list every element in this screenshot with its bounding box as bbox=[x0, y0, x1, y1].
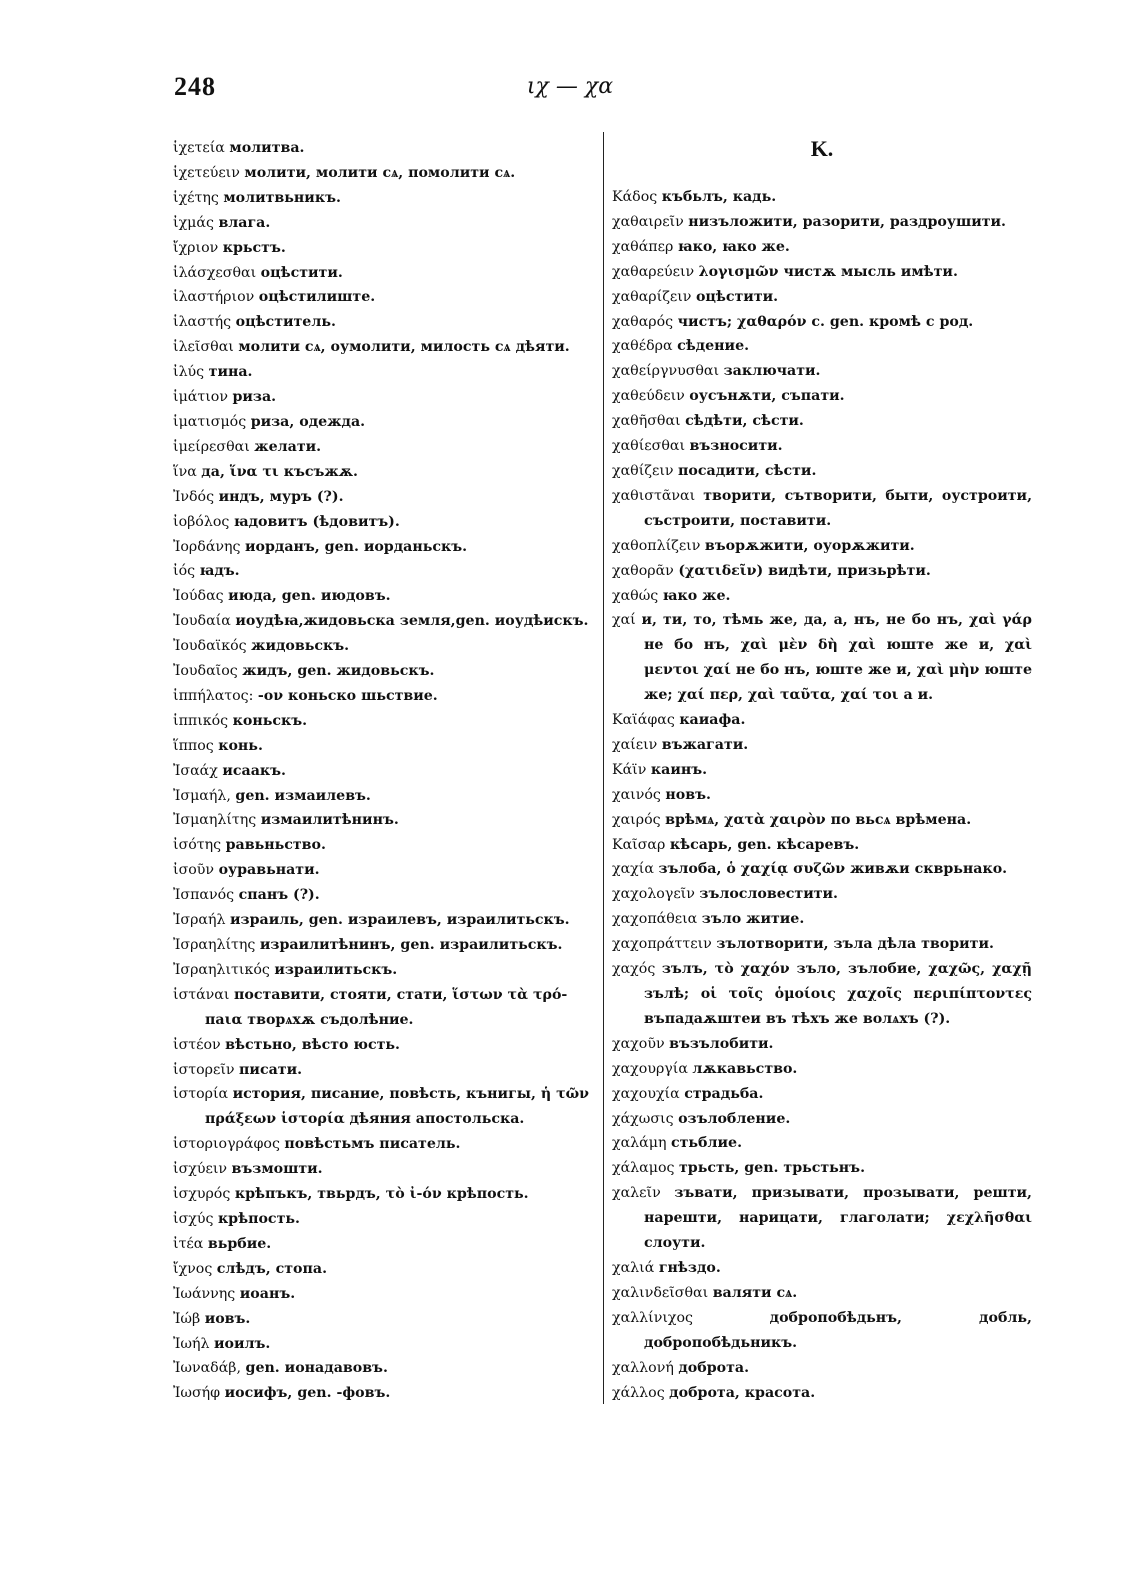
entry-gloss: равьньство. bbox=[225, 837, 326, 854]
entry-headword: χαθοπλίζειν bbox=[612, 537, 701, 554]
entry-gloss: повѣстьмъ писатель. bbox=[284, 1136, 461, 1153]
entry-headword: ἱχετεία bbox=[173, 140, 225, 156]
entry-gloss: писати. bbox=[239, 1061, 303, 1078]
right-column bbox=[612, 136, 1032, 1405]
entry-gloss: паια творѧхѫ съдолѣние. bbox=[205, 1011, 414, 1028]
entry-gloss: слѣдъ, стопа. bbox=[216, 1260, 328, 1277]
dictionary-entry bbox=[612, 833, 1032, 858]
entry-gloss: въорѫжити, оуорѫжити. bbox=[704, 537, 915, 554]
entry-headword: ἰοβόλος bbox=[173, 513, 230, 530]
dictionary-entry bbox=[612, 907, 1032, 932]
entry-gloss: израилитьскъ. bbox=[274, 961, 398, 978]
entry-gloss: влага. bbox=[218, 214, 271, 231]
entry-headword: χαχοπάθεια bbox=[612, 911, 698, 928]
entry-headword: ἰσοῦν bbox=[173, 862, 215, 879]
entry-gloss: коньскъ. bbox=[232, 712, 308, 729]
entry-gloss: иоудѣꙗ,жидовьска земля,gen. иоудѣискъ. bbox=[235, 613, 589, 630]
dictionary-entry bbox=[612, 808, 1032, 833]
entry-headword: χαθώς bbox=[612, 587, 659, 604]
entry-gloss: да, ἵνα τι късъжѫ. bbox=[201, 463, 358, 480]
entry-headword: χαινός bbox=[612, 786, 661, 803]
entry-gloss: измаилитѣнинъ. bbox=[260, 812, 399, 829]
entry-gloss: крьстъ. bbox=[222, 239, 286, 256]
dictionary-entry bbox=[173, 858, 597, 883]
dictionary-entry bbox=[173, 759, 597, 784]
dictionary-entry bbox=[612, 210, 1032, 235]
dictionary-entry bbox=[612, 733, 1032, 758]
entry-gloss: история, писание, повѣсть, кънигы, ἡ τῶν bbox=[232, 1086, 590, 1103]
dictionary-entry bbox=[173, 1381, 597, 1406]
dictionary-entry bbox=[173, 709, 597, 734]
dictionary-entry bbox=[173, 958, 597, 983]
entry-headword: χαχοπράττειν bbox=[612, 936, 712, 953]
dictionary-entry bbox=[612, 1032, 1032, 1057]
dictionary-entry bbox=[612, 1381, 1032, 1406]
entry-gloss: молити сѧ, оумолити, милость сѧ дѣяти. bbox=[238, 339, 570, 356]
entry-gloss: възносити. bbox=[689, 438, 783, 455]
entry-gloss: и, ти, то, тѣмь же, да, а, нъ, не бо нъ, χαὶ γάρ не бо нъ, χαὶ μὲν δὴ χαὶ юште же и, χαὶ μεντοι χαί не бо нъ, юште же и, χαὶ μὴν юште же; χαί περ, χαὶ ταῦτα, χαί τοι а и. bbox=[641, 612, 1032, 704]
dictionary-entry bbox=[173, 684, 597, 709]
entry-headword: Ἰνδός bbox=[173, 488, 215, 505]
entry-gloss: ꙗдъ. bbox=[199, 563, 240, 580]
dictionary-entry bbox=[612, 235, 1032, 260]
entry-gloss: къбьлъ, кадь. bbox=[661, 189, 777, 205]
entry-headword: Κάϊν bbox=[612, 761, 647, 778]
entry-gloss: чистъ; χαθαρόν c. gen. кромѣ с род. bbox=[677, 313, 974, 330]
dictionary-entry bbox=[173, 1356, 597, 1381]
dictionary-entry bbox=[173, 808, 597, 833]
entry-gloss: израилитѣнинъ, gen. израилитьскъ. bbox=[259, 937, 563, 953]
entry-gloss: страдьба. bbox=[684, 1085, 764, 1102]
entry-headword: Ἰσραηλίτης bbox=[173, 937, 256, 953]
dictionary-entry bbox=[173, 1257, 597, 1282]
entry-gloss: молити, молити сѧ, помолити сѧ. bbox=[244, 164, 516, 181]
entry-gloss: сѣдение. bbox=[677, 338, 750, 355]
dictionary-entry bbox=[173, 1033, 597, 1058]
dictionary-entry bbox=[173, 584, 597, 609]
entry-headword: ἱππήλατος: bbox=[173, 687, 254, 704]
column-divider bbox=[603, 132, 604, 1404]
page-number: 248 bbox=[174, 72, 216, 101]
entry-gloss: вѣстьно, вѣсто юсть. bbox=[225, 1036, 400, 1053]
entry-gloss: стьблие. bbox=[671, 1135, 743, 1152]
entry-headword: ἱλαστής bbox=[173, 314, 232, 331]
entry-headword: ἰσχύειν bbox=[173, 1161, 228, 1178]
entry-gloss: крѣпъкъ, твьрдъ, τὸ ἰ-όν крѣпость. bbox=[234, 1186, 529, 1203]
entry-gloss: валяти сѧ. bbox=[712, 1284, 798, 1301]
entry-headword: ἰστέον bbox=[173, 1036, 221, 1053]
entry-headword: χαχουργία bbox=[612, 1060, 688, 1077]
dictionary-entry bbox=[612, 584, 1032, 609]
dictionary-entry bbox=[173, 1207, 597, 1232]
entry-headword: χαί bbox=[612, 612, 636, 629]
entry-headword: ἱστάναι bbox=[173, 986, 230, 1003]
entry-headword: χαθῆσθαι bbox=[612, 413, 681, 430]
entry-gloss: доброта. bbox=[678, 1359, 750, 1376]
entry-headword: Ἰωναδάβ, bbox=[173, 1360, 242, 1377]
entry-headword: ἰχμάς bbox=[173, 214, 214, 231]
entry-headword: Ἰωσήφ bbox=[173, 1385, 221, 1402]
entry-headword: χαθαρός bbox=[612, 313, 674, 330]
entry-headword: χαθάπερ bbox=[612, 238, 674, 255]
entry-gloss: июда, gen. июдовъ. bbox=[228, 588, 391, 605]
entry-headword: Καϊάφας bbox=[612, 712, 675, 729]
right-entries bbox=[612, 185, 1032, 1405]
entry-headword: ἰός bbox=[173, 563, 196, 580]
dictionary-entry bbox=[612, 384, 1032, 409]
dictionary-entry bbox=[612, 260, 1032, 285]
entry-headword: χαλλονή bbox=[612, 1359, 674, 1376]
entry-gloss: желати. bbox=[254, 438, 322, 455]
entry-gloss: зълъ, τὸ χαχόν зъло, зълобие, χαχῶς, χαχῇ зълѣ; οἱ τοῖς ὁμοίοις χαχοῖς περιπίπτοντες въпадаѫштеи въ тѣхъ же волѧхъ (?). bbox=[644, 961, 1032, 1027]
entry-headword: χαχολογεῖν bbox=[612, 886, 695, 903]
entry-headword: χάλλος bbox=[612, 1384, 665, 1401]
entry-gloss: въжагати. bbox=[661, 736, 749, 753]
dictionary-entry bbox=[612, 409, 1032, 434]
entry-headword: ἰτέα bbox=[173, 1235, 204, 1252]
entry-headword: χαλλίνιχος bbox=[612, 1309, 693, 1326]
entry-headword: Ἰσραήλ bbox=[173, 912, 226, 929]
entry-headword: χαθιστᾶναι bbox=[612, 487, 696, 504]
entry-gloss: конь. bbox=[218, 737, 263, 754]
dictionary-entry bbox=[173, 659, 597, 684]
entry-gloss: (χατιδεῖν) видѣти, призьрѣти. bbox=[678, 562, 931, 579]
entry-gloss: вьрбие. bbox=[207, 1235, 272, 1252]
entry-headword: Ἰουδαϊκός bbox=[173, 638, 247, 655]
dictionary-entry bbox=[173, 335, 597, 360]
entry-gloss: зъвати, призывати, прозывати, решти, нарешти, нарицати, глаголати; χεχλῆσθαι слоути. bbox=[644, 1185, 1032, 1252]
entry-headword: Καῖσαρ bbox=[612, 836, 666, 853]
entry-headword: χαχουχία bbox=[612, 1085, 680, 1102]
entry-headword: χαθίζειν bbox=[612, 462, 674, 479]
entry-headword: Ἰουδαία bbox=[173, 613, 231, 630]
dictionary-entry bbox=[612, 310, 1032, 335]
dictionary-entry bbox=[173, 310, 597, 335]
entry-headword: χαλάμη bbox=[612, 1135, 667, 1152]
entry-gloss: иоанъ. bbox=[239, 1285, 296, 1302]
dictionary-entry bbox=[173, 784, 597, 809]
entry-headword: Ἰορδάνης bbox=[173, 538, 241, 555]
dictionary-entry bbox=[612, 1156, 1032, 1181]
entry-gloss: каинъ. bbox=[650, 761, 708, 778]
entry-gloss: иосифъ, gen. -фовъ. bbox=[224, 1385, 391, 1402]
entry-headword: ἰσότης bbox=[173, 837, 222, 854]
entry-headword: ἰλύς bbox=[173, 364, 205, 381]
entry-gloss: иовъ. bbox=[204, 1310, 251, 1327]
entry-headword: ἱχέτης bbox=[173, 189, 219, 206]
entry-headword: χαιρός bbox=[612, 811, 661, 828]
dictionary-entry bbox=[612, 434, 1032, 459]
dictionary-entry bbox=[173, 1132, 597, 1157]
entry-gloss: исаакъ. bbox=[222, 762, 286, 779]
dictionary-entry bbox=[173, 360, 597, 385]
entry-headword: ἴχνος bbox=[173, 1260, 213, 1277]
entry-gloss: зълословестити. bbox=[699, 886, 838, 903]
dictionary-entry bbox=[173, 1058, 597, 1083]
entry-gloss: врѣмѧ, χατὰ χαιρὸν по вьсѧ врѣмена. bbox=[665, 811, 972, 828]
entry-gloss: оцѣстилиште. bbox=[258, 289, 376, 306]
entry-gloss: низъложити, разорити, раздроушити. bbox=[688, 213, 1006, 230]
entry-headword: ἵνα bbox=[173, 463, 197, 480]
entry-headword: Ἰωάννης bbox=[173, 1285, 236, 1302]
dictionary-entry bbox=[173, 883, 597, 908]
entry-headword: ἱστοριογράφος bbox=[173, 1136, 280, 1153]
dictionary-entry bbox=[173, 1307, 597, 1332]
dictionary-entry bbox=[173, 211, 597, 236]
dictionary-entry bbox=[173, 1232, 597, 1257]
entry-gloss: гнѣздо. bbox=[658, 1259, 721, 1276]
running-head: ιχ — χα bbox=[526, 74, 614, 99]
entry-gloss: каиафа. bbox=[679, 712, 746, 729]
entry-headword: ἱχετεύειν bbox=[173, 164, 240, 181]
dictionary-entry bbox=[173, 485, 597, 510]
entry-gloss: индъ, муръ (?). bbox=[218, 488, 344, 505]
dictionary-entry bbox=[612, 708, 1032, 733]
dictionary-entry bbox=[173, 559, 597, 584]
entry-gloss: ꙗко, ꙗко же. bbox=[677, 238, 790, 255]
dictionary-entry bbox=[612, 1057, 1032, 1082]
entry-gloss: заключати. bbox=[723, 363, 821, 380]
entry-gloss: ꙗдовитъ (ѣдовитъ). bbox=[233, 513, 400, 530]
dictionary-entry bbox=[173, 833, 597, 858]
entry-gloss: оуравьнати. bbox=[218, 862, 320, 879]
entry-gloss: gen. ионадавовъ. bbox=[245, 1360, 388, 1377]
dictionary-entry bbox=[173, 435, 597, 460]
entry-headword: Ἰωήλ bbox=[173, 1335, 210, 1352]
dictionary-entry bbox=[612, 1131, 1032, 1156]
dictionary-entry bbox=[173, 1082, 597, 1107]
dictionary-entry bbox=[612, 1082, 1032, 1107]
entry-headword: ἱλεῖσθαι bbox=[173, 339, 234, 356]
entry-gloss: крѣпость. bbox=[217, 1210, 300, 1227]
dictionary-entry bbox=[173, 385, 597, 410]
dictionary-entry bbox=[173, 261, 597, 286]
dictionary-entry bbox=[173, 1157, 597, 1182]
dictionary-entry bbox=[612, 957, 1032, 1032]
entry-headword: χαλιά bbox=[612, 1259, 655, 1276]
entry-headword: Κάδος bbox=[612, 189, 658, 205]
entry-headword: χαθίεσθαι bbox=[612, 438, 686, 455]
entry-headword: χαλινδεῖσθαι bbox=[612, 1284, 709, 1301]
entry-gloss: израиль, gen. израилевъ, израилитьскъ. bbox=[230, 912, 570, 929]
entry-gloss: доброта, красота. bbox=[669, 1384, 816, 1401]
entry-headword: ἱστορία bbox=[173, 1086, 229, 1103]
entry-headword: χαίειν bbox=[612, 736, 658, 753]
entry-headword: χαθείργνυσθαι bbox=[612, 363, 720, 380]
dictionary-entry bbox=[612, 1256, 1032, 1281]
dictionary-entry bbox=[173, 285, 597, 310]
entry-headword: ἱππικός bbox=[173, 712, 229, 729]
dictionary-entry bbox=[612, 882, 1032, 907]
dictionary-entry bbox=[173, 136, 597, 161]
entry-headword: ἵππος bbox=[173, 737, 214, 754]
entry-gloss: зъло житие. bbox=[701, 911, 805, 928]
dictionary-entry bbox=[173, 734, 597, 759]
entry-gloss: възмошти. bbox=[231, 1161, 323, 1178]
dictionary-entry bbox=[612, 783, 1032, 808]
entry-gloss: спанъ (?). bbox=[238, 887, 320, 904]
entry-headword: Ἰσμαήλ, bbox=[173, 787, 231, 804]
dictionary-entry bbox=[612, 285, 1032, 310]
entry-headword: χαθεύδειν bbox=[612, 388, 685, 405]
entry-headword: ἱμείρεσθαι bbox=[173, 438, 250, 455]
entry-gloss: добропобѣдьнъ, добль, добропобѣдьникъ. bbox=[644, 1309, 1032, 1351]
entry-headword: Ἰσμαηλίτης bbox=[173, 812, 257, 829]
entry-gloss: риза. bbox=[232, 389, 277, 406]
dictionary-entry bbox=[612, 1356, 1032, 1381]
entry-headword: Ἰουδαῖος bbox=[173, 663, 238, 680]
dictionary-entry bbox=[173, 236, 597, 261]
entry-gloss: посадити, сѣсти. bbox=[678, 462, 817, 479]
dictionary-entry bbox=[173, 1008, 597, 1033]
entry-headword: Ἰσπανός bbox=[173, 887, 235, 904]
entry-headword: χαλεῖν bbox=[612, 1185, 661, 1202]
entry-headword: χάχωσις bbox=[612, 1110, 674, 1127]
entry-headword: ἱμάτιον bbox=[173, 389, 228, 406]
entry-gloss: оцѣстити. bbox=[260, 264, 343, 281]
dictionary-entry bbox=[612, 359, 1032, 384]
entry-gloss: кѣсарь, gen. кѣсаревъ. bbox=[669, 836, 860, 853]
dictionary-entry bbox=[173, 161, 597, 186]
entry-gloss: иоилъ. bbox=[213, 1335, 271, 1352]
section-letter: K. bbox=[810, 136, 834, 161]
entry-gloss: молитвьникъ. bbox=[223, 189, 341, 206]
dictionary-entry bbox=[173, 1332, 597, 1357]
dictionary-entry bbox=[612, 758, 1032, 783]
dictionary-entry bbox=[612, 459, 1032, 484]
entry-gloss: тина. bbox=[208, 364, 253, 381]
dictionary-entry bbox=[173, 186, 597, 211]
entry-headword: χαθαρίζειν bbox=[612, 288, 692, 305]
entry-headword: Ἰσραηλιτικός bbox=[173, 961, 270, 978]
dictionary-entry bbox=[612, 857, 1032, 882]
dictionary-entry bbox=[612, 932, 1032, 957]
entry-headword: ἱματισμός bbox=[173, 413, 247, 430]
entry-headword: χάλαμος bbox=[612, 1160, 675, 1177]
entry-gloss: оцѣститель. bbox=[235, 314, 336, 331]
entry-gloss: иорданъ, gen. иорданьскъ. bbox=[244, 538, 468, 555]
entry-headword: χαχοῦν bbox=[612, 1035, 665, 1052]
dictionary-entry bbox=[173, 1282, 597, 1307]
entry-gloss: λογισμῶν чистѫ мысль имѣти. bbox=[698, 263, 958, 280]
dictionary-entry bbox=[173, 410, 597, 435]
entry-headword: χαχός bbox=[612, 961, 656, 978]
dictionary-entry bbox=[173, 634, 597, 659]
entry-headword: Ἰούδας bbox=[173, 588, 224, 605]
entry-headword: χαθορᾶν bbox=[612, 562, 674, 579]
dictionary-entry bbox=[173, 933, 597, 958]
entry-headword: Ἰσαάχ bbox=[173, 762, 218, 779]
dictionary-entry bbox=[612, 185, 1032, 210]
entry-headword: ἴχριον bbox=[173, 239, 219, 256]
dictionary-entry bbox=[612, 1306, 1032, 1356]
entry-headword: ἰσχυρός bbox=[173, 1186, 231, 1203]
dictionary-entry bbox=[173, 609, 597, 634]
entry-gloss: трьсть, gen. трьстьнъ. bbox=[678, 1160, 866, 1177]
entry-gloss: молитва. bbox=[229, 140, 305, 156]
entry-gloss: жидъ, gen. жидовьскъ. bbox=[242, 663, 435, 680]
entry-gloss: възълобити. bbox=[669, 1035, 774, 1052]
dictionary-entry bbox=[612, 1107, 1032, 1132]
dictionary-entry bbox=[612, 608, 1032, 708]
dictionary-entry bbox=[612, 484, 1032, 534]
dictionary-entry bbox=[612, 1181, 1032, 1256]
entry-gloss: творити, сътворити, быти, оустроити, състроити, поставити. bbox=[644, 487, 1033, 529]
dictionary-entry bbox=[173, 510, 597, 535]
entry-headword: ἰσχύς bbox=[173, 1210, 214, 1227]
dictionary-entry bbox=[173, 535, 597, 560]
entry-headword: Ἰώβ bbox=[173, 1310, 201, 1327]
left-column bbox=[173, 136, 597, 1406]
dictionary-entry bbox=[612, 559, 1032, 584]
entry-headword: χαθαρεύειν bbox=[612, 263, 695, 280]
entry-headword: ἱλαστήριον bbox=[173, 289, 255, 306]
entry-headword: χαθέδρα bbox=[612, 338, 673, 355]
dictionary-entry bbox=[173, 1182, 597, 1207]
dictionary-entry bbox=[173, 908, 597, 933]
entry-gloss: ꙗко же. bbox=[662, 587, 731, 604]
entry-gloss: новъ. bbox=[665, 786, 711, 803]
entry-gloss: -ον коньско шьствие. bbox=[257, 687, 438, 704]
dictionary-entry bbox=[173, 1107, 597, 1132]
dictionary-entry bbox=[612, 534, 1032, 559]
entry-gloss: зълоба, ὁ χαχίᾳ συζῶν живѫи скврьнако. bbox=[658, 861, 1008, 878]
entry-headword: χαθαιρεῖν bbox=[612, 213, 684, 230]
entry-gloss: зълотворити, зъла дѣла творити. bbox=[716, 936, 994, 953]
entry-gloss: сѣдѣти, сѣсти. bbox=[685, 413, 804, 430]
entry-gloss: риза, одежда. bbox=[250, 413, 366, 430]
entry-gloss: лѫкавьство. bbox=[692, 1060, 798, 1077]
entry-headword: ἱλάσχεσθαι bbox=[173, 264, 257, 281]
entry-headword: ἱστορεῖν bbox=[173, 1061, 235, 1078]
entry-gloss: оцѣстити. bbox=[695, 288, 779, 305]
entry-gloss: жидовьскъ. bbox=[251, 638, 350, 655]
entry-gloss: gen. измаилевъ. bbox=[235, 787, 371, 804]
entry-gloss: озълобление. bbox=[678, 1110, 791, 1127]
dictionary-entry bbox=[612, 334, 1032, 359]
dictionary-entry bbox=[612, 1281, 1032, 1306]
entry-gloss: оусънѫти, съпати. bbox=[689, 388, 845, 405]
dictionary-entry bbox=[173, 983, 597, 1008]
dictionary-entry bbox=[173, 460, 597, 485]
entry-gloss: поставити, стояти, стати, ἵστων τὰ τρό- bbox=[233, 986, 568, 1003]
entry-gloss: πράξεων ἱστορία дѣяния апостольска. bbox=[205, 1111, 525, 1128]
entry-headword: χαχία bbox=[612, 861, 654, 878]
